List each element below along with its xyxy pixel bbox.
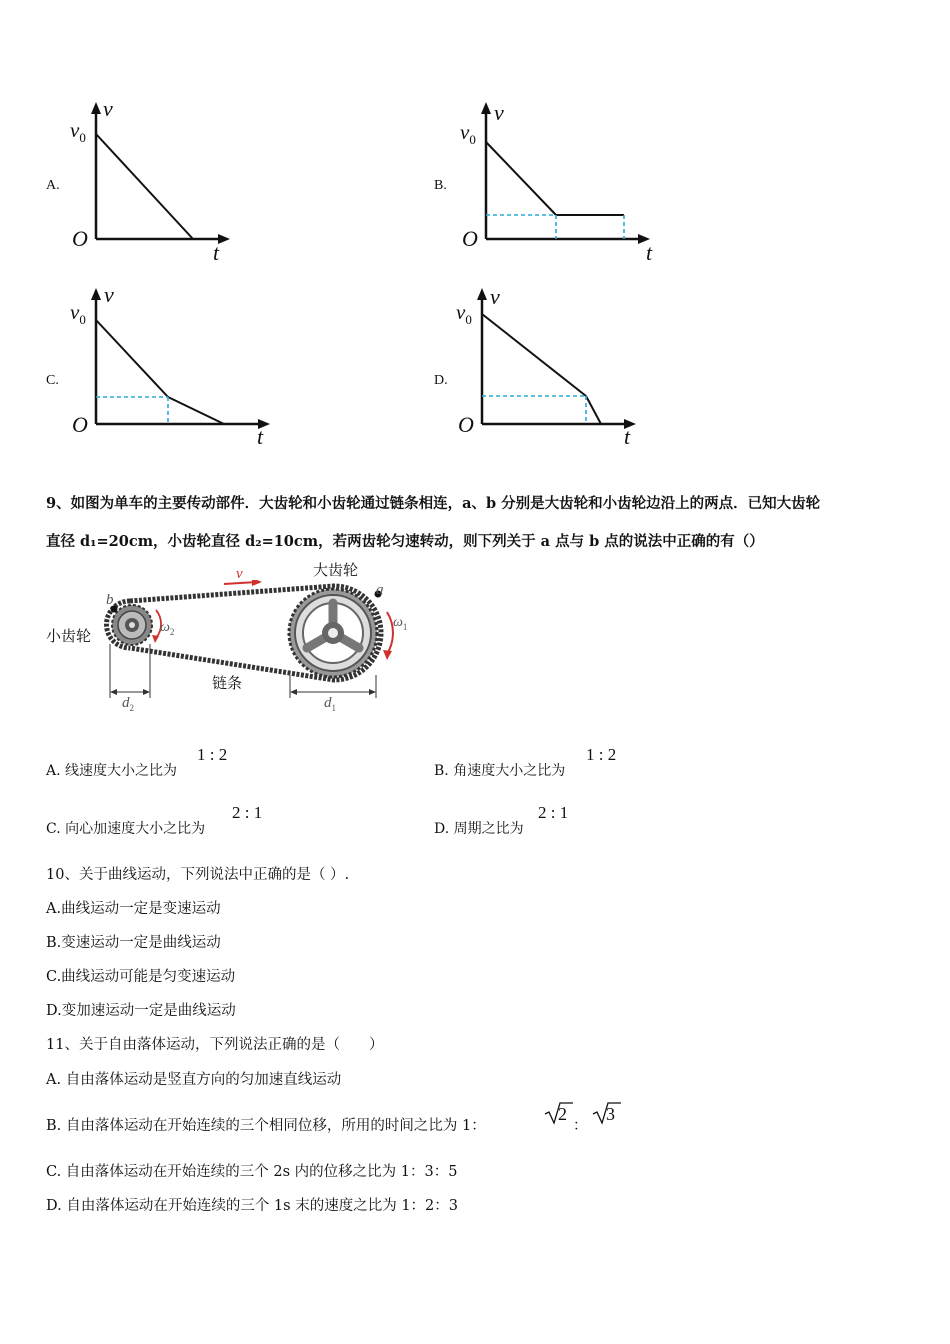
- q9-stem-line1: 9、如图为单车的主要传动部件．大齿轮和小齿轮通过链条相连，a、b 分别是大齿轮和小齿轮边沿上的两点．已知大齿轮: [46, 495, 821, 512]
- graph-c-xlabel: t: [257, 424, 264, 449]
- d2-label: $d_2$: [122, 695, 134, 713]
- q9-option-a-ratio: 1 : 2: [197, 745, 228, 764]
- q9-option-d: D. 周期之比为: [434, 821, 524, 837]
- q9-option-a: A. 线速度大小之比为: [46, 763, 178, 779]
- big-gear-label: 大齿轮: [313, 561, 359, 579]
- chain-label: 链条: [212, 674, 243, 692]
- point-b-label: b: [106, 592, 114, 608]
- d1-label: $d_1$: [324, 695, 336, 713]
- q11-option-c: C. 自由落体运动在开始连续的三个 2s 内的位移之比为 1：3：5: [46, 1164, 458, 1180]
- graph-a-origin: O: [72, 226, 88, 251]
- graph-a-xlabel: t: [213, 240, 220, 265]
- velocity-arrow-icon: [252, 580, 262, 586]
- q9-option-c-ratio: 2 : 1: [232, 803, 263, 822]
- q11-option-a: A. 自由落体运动是竖直方向的匀加速直线运动: [46, 1072, 342, 1088]
- small-gear: [112, 605, 152, 645]
- graph-b-xlabel: t: [646, 240, 653, 265]
- q10-option-d: D.变加速运动一定是曲线运动: [46, 1003, 236, 1019]
- graph-d: [448, 282, 648, 452]
- graph-b: [452, 96, 662, 266]
- q11-option-b: B. 自由落体运动在开始连续的三个相同位移，所用的时间之比为 1：: [46, 1118, 486, 1134]
- graph-c: [62, 282, 282, 452]
- q9-option-b-ratio: 1 : 2: [586, 745, 617, 764]
- q10-option-c: C.曲线运动可能是匀变速运动: [46, 969, 236, 985]
- graph-d-ylabel: v: [490, 284, 500, 309]
- q11-sqrt2-value: 2: [558, 1104, 567, 1124]
- omega2-arrow-icon: [152, 635, 159, 643]
- option-d-label: D.: [434, 373, 448, 388]
- graph-a-ylabel: v: [103, 96, 113, 121]
- point-a-label: a: [376, 582, 384, 598]
- q11-stem: 11、关于自由落体运动，下列说法正确的是（ ）: [46, 1037, 384, 1053]
- graph-a-v0: $v_0$: [70, 118, 86, 146]
- graph-c-origin: O: [72, 412, 88, 437]
- q9-option-d-ratio: 2 : 1: [538, 803, 569, 822]
- graph-d-v0: $v_0$: [456, 300, 472, 328]
- q11-option-d: D. 自由落体运动在开始连续的三个 1s 末的速度之比为 1：2：3: [46, 1198, 458, 1214]
- omega2-label: $\omega_2$: [160, 620, 175, 637]
- option-b-label: B.: [434, 178, 447, 193]
- q9-option-b: B. 角速度大小之比为: [434, 763, 566, 779]
- graph-b-origin: O: [462, 226, 478, 251]
- graph-c-ylabel: v: [104, 282, 114, 307]
- graph-c-v0: $v_0$: [70, 300, 86, 328]
- graph-d-xlabel: t: [624, 424, 631, 449]
- omega1-label: $\omega_1$: [393, 615, 408, 632]
- graph-d-origin: O: [458, 412, 474, 437]
- q10-option-a: A.曲线运动一定是变速运动: [46, 901, 221, 917]
- velocity-label: v: [236, 566, 243, 582]
- q10-stem: 10、关于曲线运动，下列说法中正确的是（ ）.: [46, 867, 350, 883]
- q9-stem-line2: 直径 d₁=20cm，小齿轮直径 d₂=10cm，若两齿轮匀速转动，则下列关于 a 点与 b 点的说法中正确的有（）: [46, 533, 764, 550]
- graph-b-v0: $v_0$: [460, 120, 476, 148]
- omega1-arrow-icon: [383, 650, 392, 660]
- q9-option-c: C. 向心加速度大小之比为: [46, 821, 206, 837]
- option-c-label: C.: [46, 373, 59, 388]
- q10-option-b: B.变速运动一定是曲线运动: [46, 935, 221, 951]
- q11-sqrt3-value: 3: [606, 1104, 615, 1124]
- bike-transmission-figure: [100, 580, 400, 720]
- small-gear-label: 小齿轮: [46, 627, 92, 645]
- graph-b-ylabel: v: [494, 100, 504, 125]
- option-a-label: A.: [46, 178, 60, 193]
- q11-sqrt-separator: ：: [573, 1118, 588, 1134]
- big-gear: [289, 589, 377, 677]
